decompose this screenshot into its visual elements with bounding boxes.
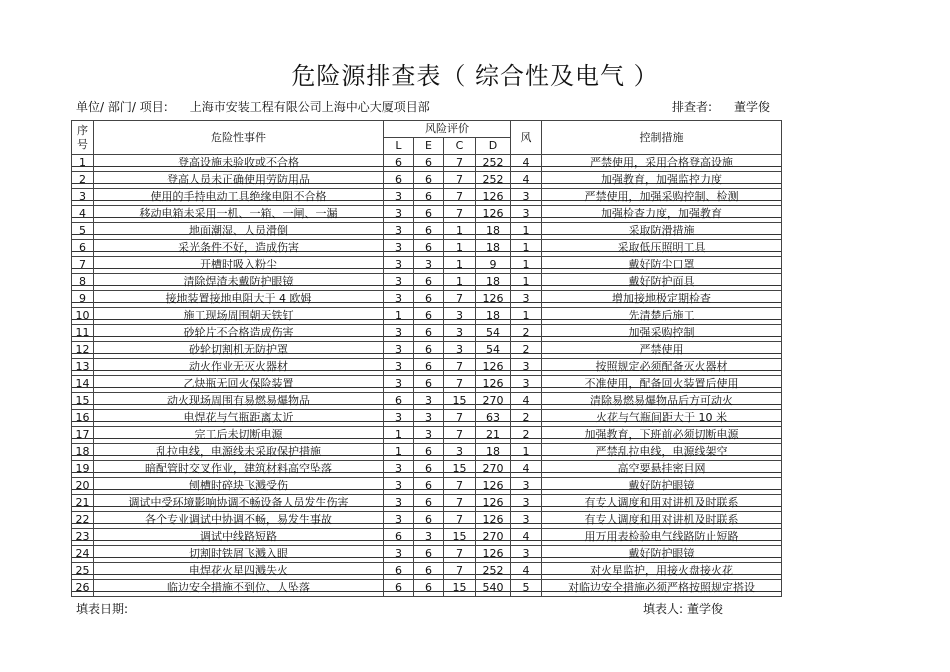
cell-E: 6 bbox=[414, 308, 444, 325]
cell-D: 540 bbox=[476, 580, 511, 597]
table-row bbox=[72, 206, 782, 223]
cell-measure: 对火星监护，用接火盘接火花 bbox=[542, 563, 782, 580]
cell-D: 252 bbox=[476, 563, 511, 580]
cell-level: 5 bbox=[511, 580, 542, 597]
fill-date-label: 填表日期: bbox=[76, 602, 129, 616]
unit-info bbox=[76, 98, 430, 115]
table-row bbox=[72, 257, 782, 274]
table-header bbox=[72, 121, 782, 155]
cell-no: 12 bbox=[72, 342, 94, 359]
cell-L: 3 bbox=[384, 478, 414, 495]
cell-D: 126 bbox=[476, 495, 511, 512]
cell-level: 2 bbox=[511, 325, 542, 342]
cell-C: 1 bbox=[444, 240, 476, 257]
cell-event: 地面潮湿、人员滑倒 bbox=[94, 223, 384, 240]
cell-event: 施工现场周围朝天铁钉 bbox=[94, 308, 384, 325]
cell-event: 临边安全措施不到位、人坠落 bbox=[94, 580, 384, 597]
unit-value: 上海市安装工程有限公司上海中心大厦项目部 bbox=[189, 100, 430, 114]
cell-E: 3 bbox=[414, 257, 444, 274]
cell-event: 清除焊渣未戴防护眼镜 bbox=[94, 274, 384, 291]
cell-L: 3 bbox=[384, 546, 414, 563]
cell-event: 动火作业无灭火器材 bbox=[94, 359, 384, 376]
table-row bbox=[72, 529, 782, 546]
cell-level: 4 bbox=[511, 172, 542, 189]
cell-D: 126 bbox=[476, 189, 511, 206]
header-E: E bbox=[414, 138, 444, 155]
cell-level: 1 bbox=[511, 223, 542, 240]
table-row bbox=[72, 495, 782, 512]
cell-D: 18 bbox=[476, 223, 511, 240]
cell-measure: 严禁乱拉电线，电源线架空 bbox=[542, 444, 782, 461]
cell-no: 16 bbox=[72, 410, 94, 427]
cell-C: 15 bbox=[444, 461, 476, 478]
cell-D: 126 bbox=[476, 546, 511, 563]
table-row bbox=[72, 427, 782, 444]
cell-no: 3 bbox=[72, 189, 94, 206]
cell-no: 1 bbox=[72, 155, 94, 172]
cell-no: 9 bbox=[72, 291, 94, 308]
cell-E: 6 bbox=[414, 376, 444, 393]
cell-L: 3 bbox=[384, 512, 414, 529]
cell-level: 4 bbox=[511, 393, 542, 410]
cell-measure: 加强检查力度，加强教育 bbox=[542, 206, 782, 223]
cell-D: 126 bbox=[476, 376, 511, 393]
cell-event: 电焊花与气瓶距离太近 bbox=[94, 410, 384, 427]
cell-L: 3 bbox=[384, 257, 414, 274]
cell-measure: 先清楚后施工 bbox=[542, 308, 782, 325]
cell-measure: 严禁使用 bbox=[542, 342, 782, 359]
cell-D: 270 bbox=[476, 393, 511, 410]
table-row bbox=[72, 546, 782, 563]
table-row bbox=[72, 376, 782, 393]
cell-D: 54 bbox=[476, 342, 511, 359]
cell-event: 砂轮切割机无防护罩 bbox=[94, 342, 384, 359]
cell-measure: 加强教育，下班前必须切断电源 bbox=[542, 427, 782, 444]
cell-C: 7 bbox=[444, 512, 476, 529]
cell-measure: 采取低压照明工具 bbox=[542, 240, 782, 257]
cell-event: 移动电箱未采用一机、一箱、一闸、一漏 bbox=[94, 206, 384, 223]
cell-level: 1 bbox=[511, 257, 542, 274]
cell-level: 2 bbox=[511, 427, 542, 444]
cell-E: 6 bbox=[414, 240, 444, 257]
cell-E: 6 bbox=[414, 291, 444, 308]
cell-D: 126 bbox=[476, 359, 511, 376]
cell-E: 6 bbox=[414, 512, 444, 529]
checker-label: 排查者: bbox=[672, 100, 713, 114]
cell-E: 6 bbox=[414, 172, 444, 189]
cell-event: 电焊花火星四溅失火 bbox=[94, 563, 384, 580]
cell-L: 3 bbox=[384, 189, 414, 206]
fill-date bbox=[76, 600, 128, 617]
cell-L: 3 bbox=[384, 461, 414, 478]
cell-E: 6 bbox=[414, 274, 444, 291]
cell-no: 25 bbox=[72, 563, 94, 580]
cell-L: 3 bbox=[384, 240, 414, 257]
cell-event: 登高人员未正确使用劳防用品 bbox=[94, 172, 384, 189]
table-row bbox=[72, 291, 782, 308]
cell-D: 252 bbox=[476, 172, 511, 189]
cell-measure: 戴好防护眼镜 bbox=[542, 546, 782, 563]
cell-E: 6 bbox=[414, 580, 444, 597]
cell-measure: 加强采购控制 bbox=[542, 325, 782, 342]
cell-no: 5 bbox=[72, 223, 94, 240]
cell-no: 14 bbox=[72, 376, 94, 393]
cell-C: 7 bbox=[444, 291, 476, 308]
cell-L: 3 bbox=[384, 359, 414, 376]
cell-measure: 按照规定必须配备灭火器材 bbox=[542, 359, 782, 376]
cell-no: 19 bbox=[72, 461, 94, 478]
cell-C: 15 bbox=[444, 529, 476, 546]
cell-level: 2 bbox=[511, 342, 542, 359]
cell-E: 6 bbox=[414, 478, 444, 495]
cell-L: 6 bbox=[384, 393, 414, 410]
cell-C: 15 bbox=[444, 580, 476, 597]
cell-no: 4 bbox=[72, 206, 94, 223]
cell-E: 6 bbox=[414, 206, 444, 223]
cell-event: 接地装置接地电阻大于 4 欧姆 bbox=[94, 291, 384, 308]
cell-level: 1 bbox=[511, 274, 542, 291]
cell-D: 126 bbox=[476, 291, 511, 308]
cell-C: 7 bbox=[444, 359, 476, 376]
cell-event: 登高设施未验收或不合格 bbox=[94, 155, 384, 172]
table-row bbox=[72, 461, 782, 478]
risk-table bbox=[71, 120, 782, 597]
cell-D: 270 bbox=[476, 529, 511, 546]
table-row bbox=[72, 172, 782, 189]
cell-measure: 戴好防护眼镜 bbox=[542, 478, 782, 495]
checker-value: 董学俊 bbox=[734, 100, 771, 114]
cell-level: 3 bbox=[511, 206, 542, 223]
cell-D: 126 bbox=[476, 512, 511, 529]
cell-E: 3 bbox=[414, 393, 444, 410]
cell-level: 3 bbox=[511, 189, 542, 206]
cell-measure: 高空要悬挂密目网 bbox=[542, 461, 782, 478]
cell-D: 9 bbox=[476, 257, 511, 274]
table-row bbox=[72, 512, 782, 529]
cell-E: 6 bbox=[414, 461, 444, 478]
header-C: C bbox=[444, 138, 476, 155]
cell-D: 18 bbox=[476, 240, 511, 257]
cell-measure: 用万用表检验电气线路防止短路 bbox=[542, 529, 782, 546]
cell-C: 3 bbox=[444, 325, 476, 342]
cell-E: 3 bbox=[414, 410, 444, 427]
table-row bbox=[72, 342, 782, 359]
cell-event: 乱拉电线，电源线未采取保护措施 bbox=[94, 444, 384, 461]
cell-C: 7 bbox=[444, 478, 476, 495]
cell-measure: 戴好防尘口罩 bbox=[542, 257, 782, 274]
table-row bbox=[72, 444, 782, 461]
table-row bbox=[72, 580, 782, 597]
cell-L: 3 bbox=[384, 410, 414, 427]
cell-D: 63 bbox=[476, 410, 511, 427]
cell-L: 3 bbox=[384, 206, 414, 223]
cell-E: 6 bbox=[414, 223, 444, 240]
cell-C: 15 bbox=[444, 393, 476, 410]
cell-L: 1 bbox=[384, 444, 414, 461]
page-title: 危险源排查表（ 综合性及电气 ） bbox=[291, 62, 659, 90]
cell-E: 6 bbox=[414, 563, 444, 580]
table-row bbox=[72, 359, 782, 376]
filler-label: 填表人: bbox=[643, 602, 684, 616]
filler-value: 董学俊 bbox=[687, 602, 724, 616]
table-row bbox=[72, 155, 782, 172]
cell-level: 1 bbox=[511, 240, 542, 257]
cell-L: 6 bbox=[384, 529, 414, 546]
cell-D: 18 bbox=[476, 444, 511, 461]
cell-measure: 严禁使用，采用合格登高设施 bbox=[542, 155, 782, 172]
cell-measure: 有专人调度和用对讲机及时联系 bbox=[542, 495, 782, 512]
cell-measure: 戴好防护面具 bbox=[542, 274, 782, 291]
cell-D: 252 bbox=[476, 155, 511, 172]
cell-E: 6 bbox=[414, 189, 444, 206]
cell-L: 3 bbox=[384, 376, 414, 393]
cell-C: 7 bbox=[444, 155, 476, 172]
cell-measure: 火花与气瓶间距大于 10 米 bbox=[542, 410, 782, 427]
header-event: 危险性事件 bbox=[94, 121, 384, 155]
table-row bbox=[72, 393, 782, 410]
cell-event: 乙炔瓶无回火保险装置 bbox=[94, 376, 384, 393]
cell-C: 7 bbox=[444, 546, 476, 563]
table-row bbox=[72, 223, 782, 240]
cell-no: 11 bbox=[72, 325, 94, 342]
cell-level: 4 bbox=[511, 461, 542, 478]
cell-event: 动火现场周围有易燃易爆物品 bbox=[94, 393, 384, 410]
cell-level: 3 bbox=[511, 495, 542, 512]
cell-C: 7 bbox=[444, 172, 476, 189]
cell-C: 1 bbox=[444, 223, 476, 240]
header-measure: 控制措施 bbox=[542, 121, 782, 155]
cell-no: 8 bbox=[72, 274, 94, 291]
filler-info bbox=[643, 600, 723, 617]
checker-info bbox=[672, 98, 770, 115]
table-row bbox=[72, 189, 782, 206]
cell-measure: 增加接地极定期检查 bbox=[542, 291, 782, 308]
cell-no: 24 bbox=[72, 546, 94, 563]
table-row bbox=[72, 410, 782, 427]
table-body bbox=[72, 155, 782, 597]
cell-E: 3 bbox=[414, 427, 444, 444]
cell-level: 3 bbox=[511, 512, 542, 529]
cell-level: 1 bbox=[511, 308, 542, 325]
cell-measure: 对临边安全措施必须严格按照规定搭设 bbox=[542, 580, 782, 597]
cell-L: 3 bbox=[384, 291, 414, 308]
cell-level: 1 bbox=[511, 444, 542, 461]
cell-D: 18 bbox=[476, 308, 511, 325]
header-L: L bbox=[384, 138, 414, 155]
cell-E: 6 bbox=[414, 155, 444, 172]
cell-D: 126 bbox=[476, 478, 511, 495]
cell-L: 6 bbox=[384, 563, 414, 580]
table-row bbox=[72, 274, 782, 291]
cell-level: 3 bbox=[511, 359, 542, 376]
cell-C: 7 bbox=[444, 563, 476, 580]
table-row bbox=[72, 325, 782, 342]
table-row bbox=[72, 240, 782, 257]
cell-L: 1 bbox=[384, 308, 414, 325]
cell-C: 7 bbox=[444, 376, 476, 393]
cell-C: 3 bbox=[444, 342, 476, 359]
header-risk-eval: 风险评价 bbox=[384, 121, 511, 138]
cell-no: 13 bbox=[72, 359, 94, 376]
cell-measure: 有专人调度和用对讲机及时联系 bbox=[542, 512, 782, 529]
cell-C: 1 bbox=[444, 257, 476, 274]
cell-L: 6 bbox=[384, 580, 414, 597]
cell-no: 21 bbox=[72, 495, 94, 512]
table-row bbox=[72, 478, 782, 495]
cell-event: 刨槽时碎块飞溅受伤 bbox=[94, 478, 384, 495]
cell-E: 6 bbox=[414, 342, 444, 359]
cell-L: 3 bbox=[384, 274, 414, 291]
table-row bbox=[72, 563, 782, 580]
cell-L: 3 bbox=[384, 342, 414, 359]
cell-L: 3 bbox=[384, 325, 414, 342]
cell-level: 3 bbox=[511, 376, 542, 393]
cell-C: 7 bbox=[444, 189, 476, 206]
table-row bbox=[72, 308, 782, 325]
header-wind: 风 bbox=[511, 121, 542, 155]
cell-level: 3 bbox=[511, 478, 542, 495]
cell-C: 7 bbox=[444, 427, 476, 444]
cell-event: 暗配管时交叉作业，建筑材料高空坠落 bbox=[94, 461, 384, 478]
cell-E: 6 bbox=[414, 444, 444, 461]
cell-C: 3 bbox=[444, 444, 476, 461]
cell-D: 21 bbox=[476, 427, 511, 444]
cell-event: 完工后未切断电源 bbox=[94, 427, 384, 444]
cell-event: 开槽时吸入粉尘 bbox=[94, 257, 384, 274]
cell-level: 4 bbox=[511, 529, 542, 546]
cell-event: 各个专业调试中协调不畅，易发生事故 bbox=[94, 512, 384, 529]
cell-no: 20 bbox=[72, 478, 94, 495]
cell-L: 3 bbox=[384, 223, 414, 240]
cell-level: 3 bbox=[511, 546, 542, 563]
cell-level: 2 bbox=[511, 410, 542, 427]
cell-level: 4 bbox=[511, 563, 542, 580]
cell-no: 7 bbox=[72, 257, 94, 274]
cell-no: 23 bbox=[72, 529, 94, 546]
cell-E: 6 bbox=[414, 359, 444, 376]
cell-measure: 不准使用，配备回火装置后使用 bbox=[542, 376, 782, 393]
cell-L: 6 bbox=[384, 155, 414, 172]
cell-L: 3 bbox=[384, 495, 414, 512]
cell-measure: 严禁使用，加强采购控制、检测 bbox=[542, 189, 782, 206]
cell-C: 7 bbox=[444, 495, 476, 512]
cell-measure: 加强教育，加强监控力度 bbox=[542, 172, 782, 189]
cell-C: 1 bbox=[444, 274, 476, 291]
cell-D: 54 bbox=[476, 325, 511, 342]
cell-L: 6 bbox=[384, 172, 414, 189]
cell-C: 7 bbox=[444, 206, 476, 223]
cell-no: 26 bbox=[72, 580, 94, 597]
cell-event: 调试中线路短路 bbox=[94, 529, 384, 546]
cell-E: 3 bbox=[414, 529, 444, 546]
cell-C: 3 bbox=[444, 308, 476, 325]
cell-C: 7 bbox=[444, 410, 476, 427]
cell-no: 15 bbox=[72, 393, 94, 410]
cell-event: 砂轮片不合格造成伤害 bbox=[94, 325, 384, 342]
cell-level: 4 bbox=[511, 155, 542, 172]
cell-level: 3 bbox=[511, 291, 542, 308]
cell-E: 6 bbox=[414, 495, 444, 512]
cell-D: 18 bbox=[476, 274, 511, 291]
cell-D: 270 bbox=[476, 461, 511, 478]
cell-no: 18 bbox=[72, 444, 94, 461]
cell-measure: 采取防滑措施 bbox=[542, 223, 782, 240]
cell-E: 6 bbox=[414, 546, 444, 563]
cell-L: 1 bbox=[384, 427, 414, 444]
cell-E: 6 bbox=[414, 325, 444, 342]
unit-label: 单位/ 部门/ 项目: bbox=[76, 100, 168, 114]
cell-D: 126 bbox=[476, 206, 511, 223]
cell-no: 6 bbox=[72, 240, 94, 257]
cell-event: 调试中受环境影响协调不畅设备人员发生伤害 bbox=[94, 495, 384, 512]
header-D: D bbox=[476, 138, 511, 155]
cell-no: 22 bbox=[72, 512, 94, 529]
cell-measure: 清除易燃易爆物品后方可动火 bbox=[542, 393, 782, 410]
cell-no: 10 bbox=[72, 308, 94, 325]
cell-no: 17 bbox=[72, 427, 94, 444]
cell-no: 2 bbox=[72, 172, 94, 189]
header-seq: 序号 bbox=[72, 121, 94, 155]
cell-event: 使用的手持电动工具绝缘电阻不合格 bbox=[94, 189, 384, 206]
cell-event: 采光条件不好，造成伤害 bbox=[94, 240, 384, 257]
cell-event: 切割时铁屑飞溅入眼 bbox=[94, 546, 384, 563]
